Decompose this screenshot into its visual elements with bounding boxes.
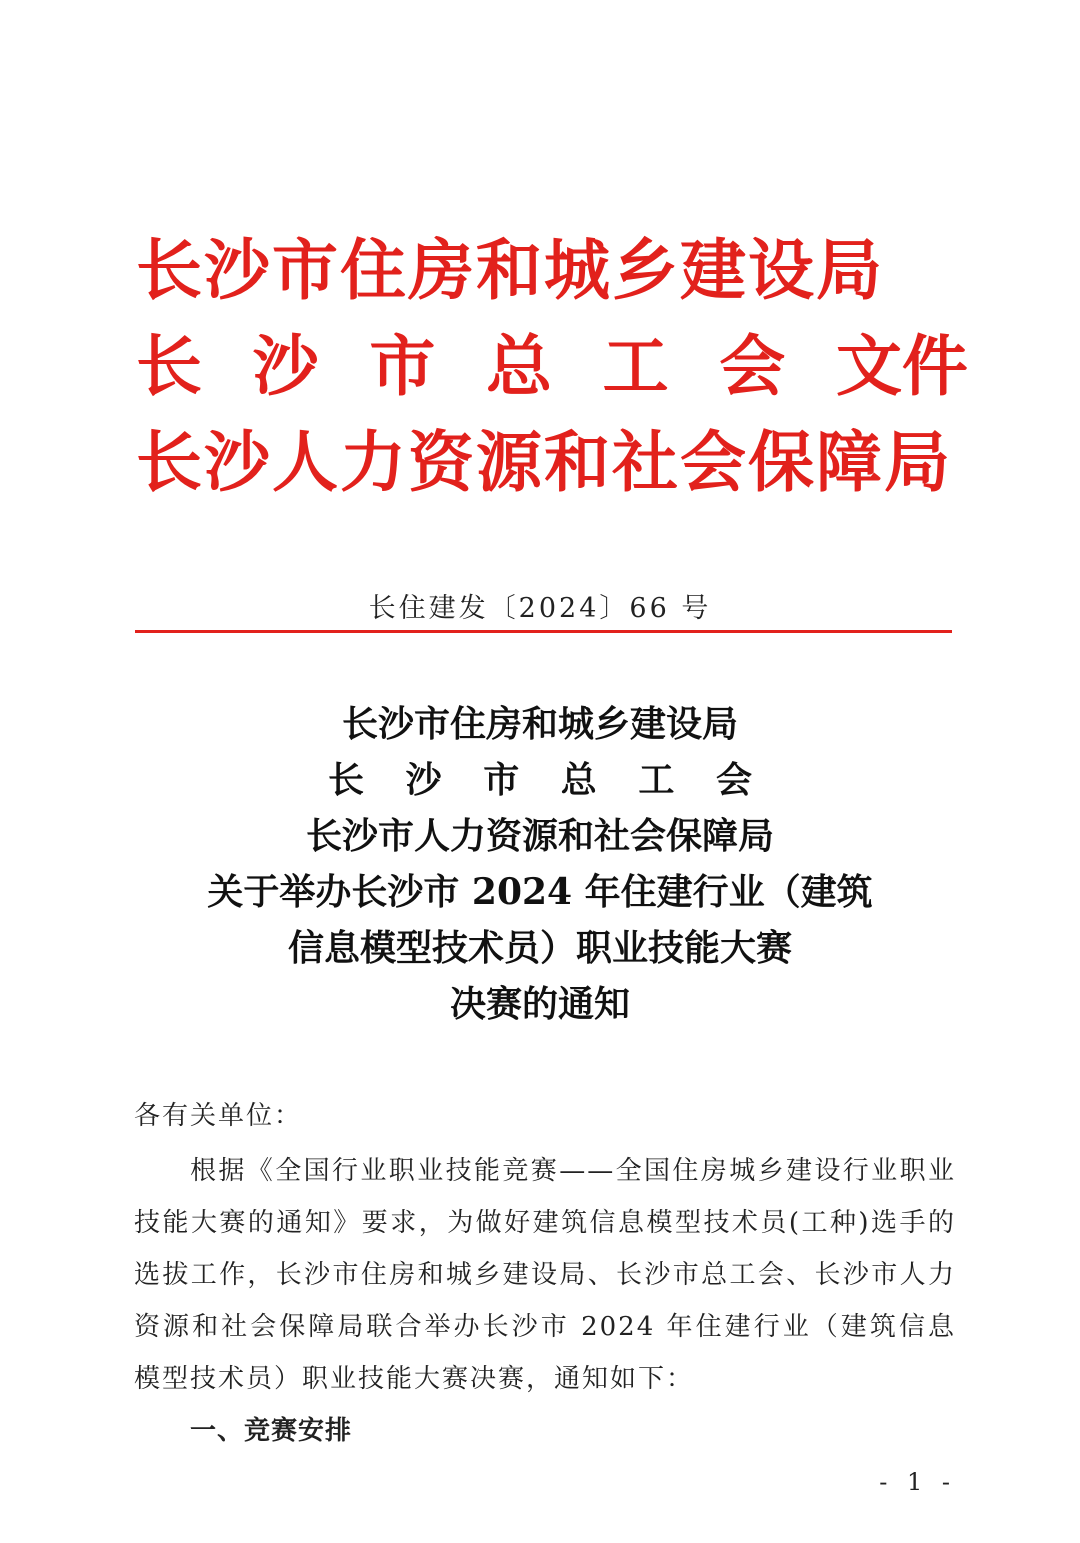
title-line-1: 长沙市住房和城乡建设局 <box>341 703 738 745</box>
title-line-2 <box>328 752 752 808</box>
letterhead-char: 总 <box>485 327 552 405</box>
title-char: 长 <box>328 759 365 801</box>
body-paragraph: 根据《全国行业职业技能竞赛——全国住房城乡建设行业职业技能大赛的通知》要求，为做好建筑信息模型技术员(工种)选手的选拔工作，长沙市住房和城乡建设局、长沙市总工会、长沙市人力资源和社会保障局联合举办长沙市 2024 年住建行业（建筑信息模型技术员）职业技能大赛决赛，通知如下： <box>134 1156 956 1394</box>
title-line-4: 关于举办长沙市 2024 年住建行业（建筑 <box>207 871 873 913</box>
letterhead-line-2 <box>136 318 968 414</box>
letterhead <box>136 222 976 510</box>
document-number: 长住建发〔2024〕66 号 <box>368 593 712 624</box>
document-title <box>0 696 1080 1032</box>
letterhead-line-1: 长沙市住房和城乡建设局 <box>136 231 884 309</box>
section-heading: 一、竞赛安排 <box>190 1416 353 1446</box>
red-divider <box>135 630 952 633</box>
title-char: 会 <box>715 759 752 801</box>
title-char: 市 <box>483 759 520 801</box>
letterhead-char: 市 <box>369 327 436 405</box>
title-char: 总 <box>560 759 597 801</box>
letterhead-suffix: 文件 <box>835 327 968 405</box>
letterhead-char: 工 <box>602 327 669 405</box>
document-body <box>134 1090 956 1457</box>
letterhead-line-3: 长沙人力资源和社会保障局 <box>136 423 952 501</box>
letterhead-char: 沙 <box>252 327 319 405</box>
page-number: - 1 - <box>879 1468 956 1496</box>
title-line-5: 信息模型技术员）职业技能大赛 <box>287 927 792 969</box>
title-line-6: 决赛的通知 <box>449 983 630 1025</box>
letterhead-char: 长 <box>136 327 202 405</box>
title-line-3: 长沙市人力资源和社会保障局 <box>305 815 774 857</box>
salutation: 各有关单位： <box>134 1101 303 1131</box>
title-char: 工 <box>638 759 675 801</box>
letterhead-char: 会 <box>719 327 786 405</box>
title-char: 沙 <box>405 759 442 801</box>
